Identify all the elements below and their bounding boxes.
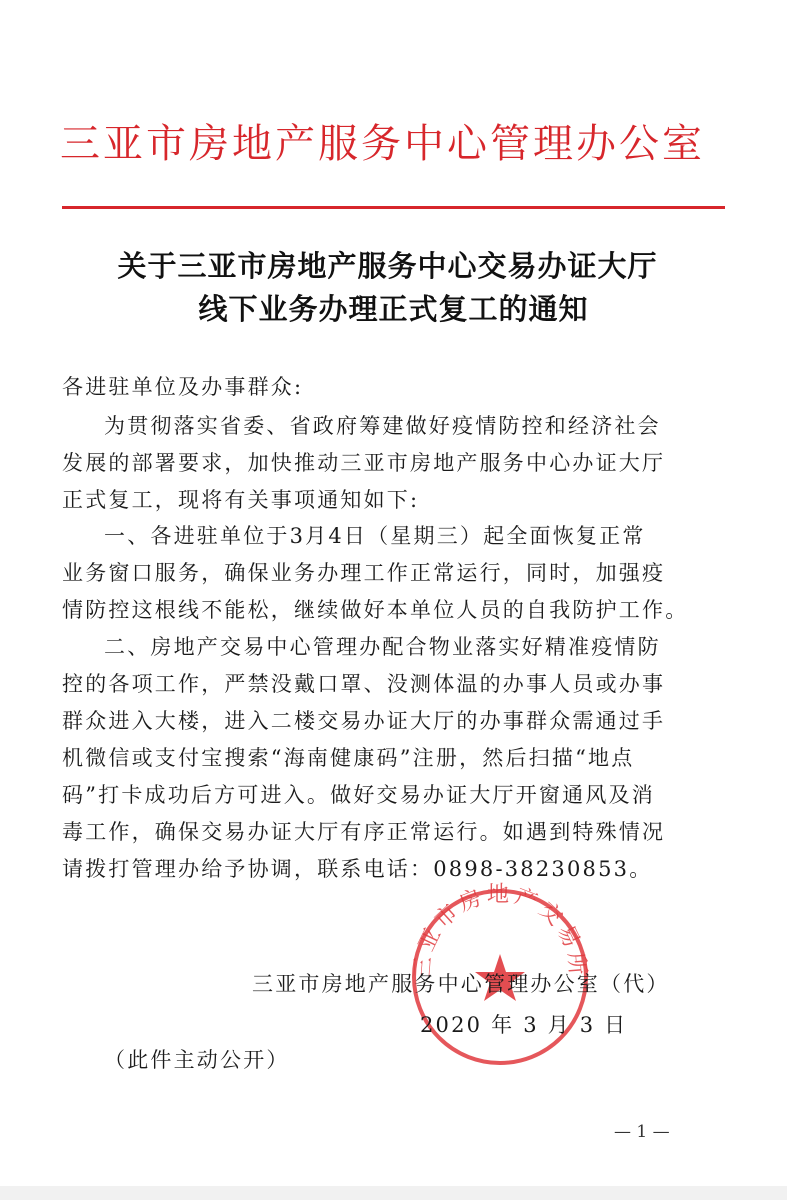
issue-date: 2020 年 3 月 3 日 — [420, 1013, 628, 1037]
body-line: 业务窗口服务，确保业务办理工作正常运行，同时，加强疫 — [62, 561, 666, 585]
body-line: 控的各项工作，严禁没戴口罩、没测体温的办事人员或办事 — [62, 672, 666, 696]
signature-org: 三亚市房地产服务中心管理办公室（代） — [252, 972, 670, 996]
salutation: 各进驻单位及办事群众: — [62, 375, 304, 399]
body-line: 发展的部署要求，加快推动三亚市房地产服务中心办证大厅 — [62, 451, 666, 475]
body-line: 一、各进驻单位于3月4日（星期三）起全面恢复正常 — [104, 524, 646, 548]
notice-title-line-2: 线下业务办理正式复工的通知 — [198, 292, 589, 326]
body-line: 情防控这根线不能松，继续做好本单位人员的自我防护工作。 — [62, 598, 689, 622]
red-divider-line — [62, 206, 725, 209]
body-line: 毒工作，确保交易办证大厅有序正常运行。如遇到特殊情况 — [62, 820, 666, 844]
body-line: 机微信或支付宝搜索“海南健康码”注册，然后扫描“地点 — [62, 746, 635, 770]
page-number: — 1 — — [614, 1122, 670, 1142]
notice-title-line-1: 关于三亚市房地产服务中心交易办证大厅 — [117, 249, 658, 283]
issuing-org-header: 三亚市房地产服务中心管理办公室 — [60, 121, 705, 167]
body-line: 码”打卡成功后方可进入。做好交易办证大厅开窗通风及消 — [62, 783, 655, 807]
page-bottom-edge — [0, 1186, 787, 1200]
body-line: 正式复工，现将有关事项通知如下: — [62, 488, 420, 512]
body-line: 二、房地产交易中心管理办配合物业落实好精准疫情防 — [104, 635, 661, 659]
svg-text:三亚市房地产交易所: 三亚市房地产交易所 — [410, 882, 590, 980]
body-line: 请拨打管理办给予协调，联系电话：0898-38230853。 — [62, 857, 653, 881]
body-line: 群众进入大楼，进入二楼交易办证大厅的办事群众需通过手 — [62, 709, 666, 733]
body-line: 为贯彻落实省委、省政府筹建做好疫情防控和经济社会 — [104, 414, 661, 438]
public-disclosure-note: （此件主动公开） — [104, 1048, 290, 1072]
